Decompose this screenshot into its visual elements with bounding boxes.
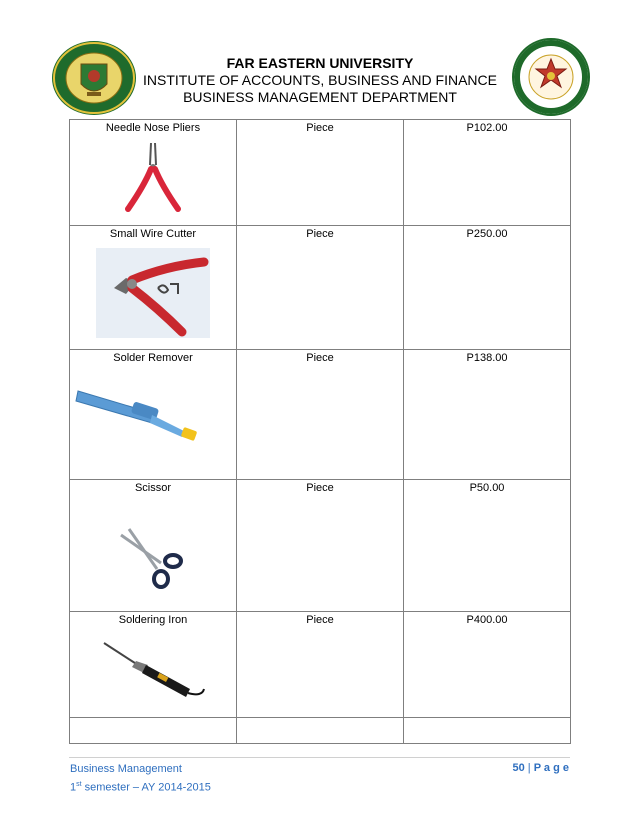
items-table <box>69 119 571 744</box>
empty-cell <box>404 718 571 744</box>
page-separator: | <box>524 762 534 774</box>
item-price: P400.00 <box>466 614 508 626</box>
unit-cell <box>237 612 404 718</box>
table-row <box>70 226 571 350</box>
item-cell <box>70 226 237 350</box>
item-cell <box>70 480 237 612</box>
item-price: P50.00 <box>469 482 505 494</box>
item-price: P138.00 <box>466 352 508 364</box>
table-row-empty <box>70 718 571 744</box>
item-name: Solder Remover <box>113 352 193 364</box>
semester-suffix: st <box>76 781 82 788</box>
needle-nose-pliers-icon <box>72 141 234 216</box>
page-number <box>440 762 569 774</box>
scissor-icon <box>72 525 234 592</box>
price-cell <box>404 612 571 718</box>
solder-remover-icon <box>72 387 234 446</box>
semester-text: semester – AY 2014-2015 <box>81 781 211 794</box>
letterhead <box>90 55 550 106</box>
unit-cell <box>237 120 404 226</box>
footer-semester <box>70 777 211 796</box>
item-cell <box>70 120 237 226</box>
soldering-iron-icon <box>72 637 234 710</box>
item-cell <box>70 612 237 718</box>
item-name: Soldering Iron <box>118 614 188 626</box>
price-cell <box>404 120 571 226</box>
table-row <box>70 480 571 612</box>
page-label: P a g e <box>533 762 569 774</box>
item-unit: Piece <box>306 614 334 626</box>
item-name: Small Wire Cutter <box>109 228 197 240</box>
empty-cell <box>70 718 237 744</box>
department-name: BUSINESS MANAGEMENT DEPARTMENT <box>183 89 457 105</box>
unit-cell <box>237 350 404 480</box>
empty-cell <box>237 718 404 744</box>
item-unit: Piece <box>306 228 334 240</box>
footer-left <box>70 762 211 796</box>
item-name: Needle Nose Pliers <box>105 122 201 134</box>
item-price: P102.00 <box>466 122 508 134</box>
item-unit: Piece <box>306 352 334 364</box>
unit-cell <box>237 480 404 612</box>
institute-name: INSTITUTE OF ACCOUNTS, BUSINESS AND FINANCE <box>143 72 497 88</box>
table-row <box>70 612 571 718</box>
semester-number: 1 <box>70 781 77 794</box>
item-unit: Piece <box>306 482 334 494</box>
unit-cell <box>237 226 404 350</box>
price-cell <box>404 350 571 480</box>
page-number-value: 50 <box>512 762 525 774</box>
table-row <box>70 350 571 480</box>
item-unit: Piece <box>306 122 334 134</box>
university-name: FAR EASTERN UNIVERSITY <box>226 55 414 71</box>
item-price: P250.00 <box>466 228 508 240</box>
price-cell <box>404 226 571 350</box>
table-row <box>70 120 571 226</box>
item-name: Scissor <box>134 482 172 494</box>
item-cell <box>70 350 237 480</box>
footer-divider <box>69 757 570 758</box>
wire-cutter-icon <box>72 248 234 341</box>
footer-department: Business Management <box>70 763 182 775</box>
price-cell <box>404 480 571 612</box>
